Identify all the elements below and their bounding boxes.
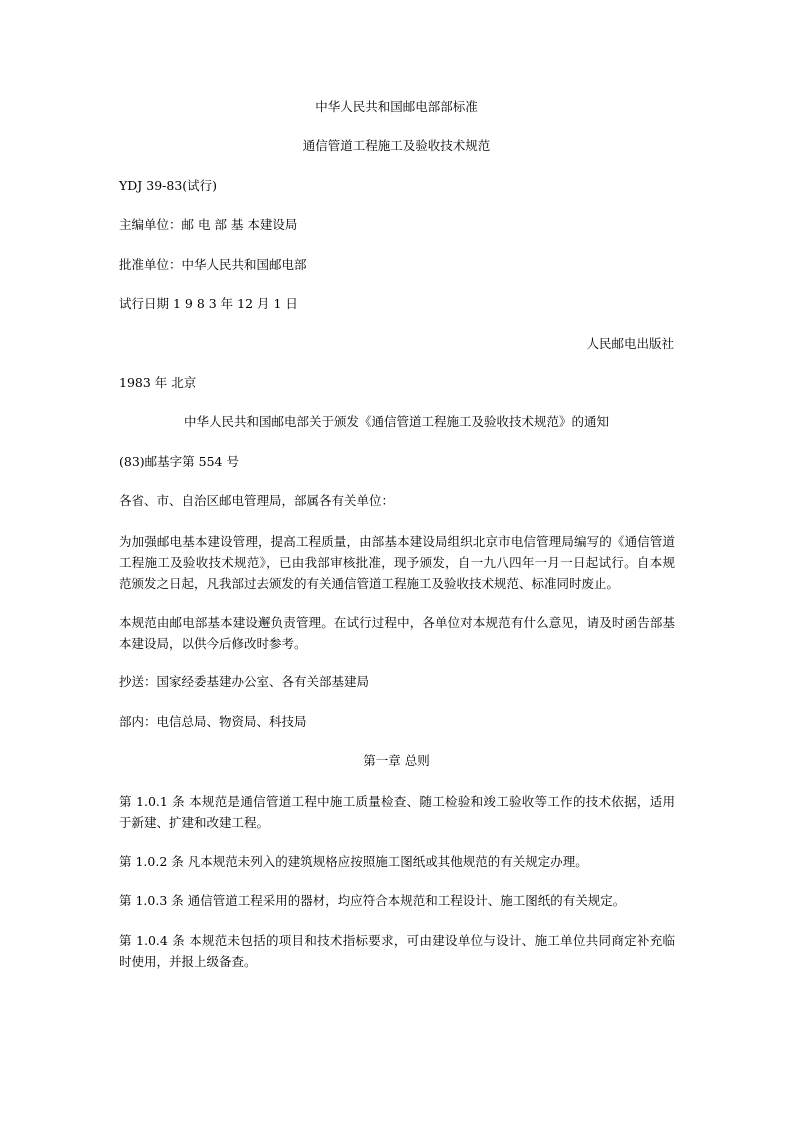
editor-unit: 主编单位：邮 电 部 基 本建设局	[119, 217, 298, 232]
document-code: YDJ 39-83(试行)	[119, 178, 218, 193]
carbon-copy: 抄送：国家经委基建办公室、各有关部基建局	[119, 674, 370, 689]
clause-1-0-2: 第 1.0.2 条 凡本规范未列入的建筑规格应按照施工图纸或其他规范的有关规定办理。	[119, 854, 588, 869]
clause-1-0-1: 第 1.0.1 条 本规范是通信管道工程中施工质量检查、随工检验和竣工验收等工作的技术依据，适用于新建、扩建和改建工程。	[119, 794, 675, 830]
notice-paragraph-2: 本规范由邮电部基本建设邂负责管理。在试行过程中，各单位对本规范有什么意见，请及时函告部基本建设局，以供今后修改时参考。	[119, 615, 675, 651]
publisher: 人民邮电出版社	[586, 336, 674, 351]
trial-date: 试行日期 1 9 8 3 年 12 月 1 日	[119, 296, 298, 311]
issuer-title: 中华人民共和国邮电部部标准	[315, 99, 478, 114]
approver-unit: 批准单位：中华人民共和国邮电部	[119, 257, 307, 272]
clause-1-0-4: 第 1.0.4 条 本规范未包括的项目和技术指标要求，可由建设单位与设计、施工单位共同商定补充临时使用，并报上级备查。	[119, 933, 675, 969]
notice-paragraph-1: 为加强邮电基本建设管理，提高工程质量，由部基本建设局组织北京市电信管理局编写的《通信管道工程施工及验收技术规范》，已由我部审核批准，现予颁发，自一九八四年一月一日起试行。自本规范颁发之日起，凡我部过去颁发的有关通信管道工程施工及验收技术规范、标准同时废止。	[119, 534, 675, 591]
document-title: 通信管道工程施工及验收技术规范	[302, 138, 491, 153]
clause-1-0-3: 第 1.0.3 条 通信管道工程采用的器材，均应符合本规范和工程设计、施工图纸的有关规定。	[119, 893, 626, 908]
notice-reference-number: (83)邮基字第 554 号	[119, 454, 239, 469]
internal-distribution: 部内：电信总局、物资局、科技局	[119, 714, 307, 729]
notice-addressee: 各省、市、自治区邮电管理局，部属各有关单位：	[119, 493, 395, 508]
notice-title: 中华人民共和国邮电部关于颁发《通信管道工程施工及验收技术规范》的通知	[183, 414, 609, 429]
chapter-title: 第一章 总则	[363, 753, 430, 768]
publication-place-year: 1983 年 北京	[119, 375, 197, 390]
